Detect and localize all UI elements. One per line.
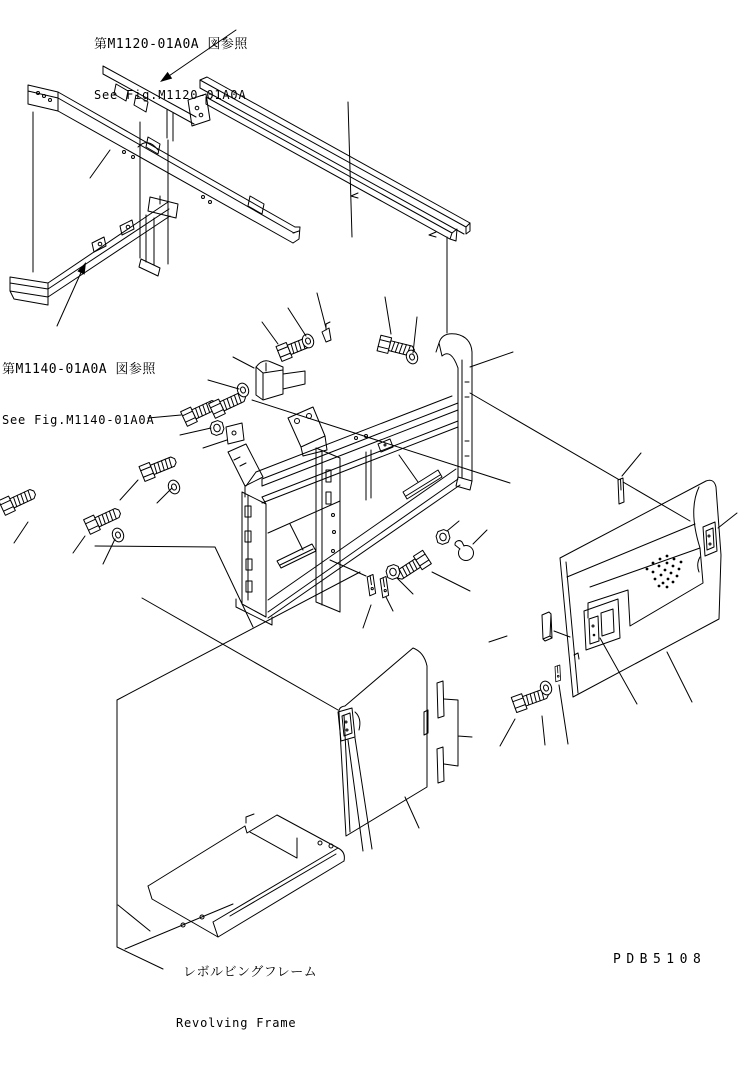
small-plate xyxy=(226,423,244,444)
deck-box xyxy=(148,814,344,937)
hinge xyxy=(703,522,717,556)
mount-bracket-plate xyxy=(288,407,327,456)
rear-cover-panel xyxy=(338,648,428,836)
clamp-block xyxy=(256,361,305,400)
washer xyxy=(110,527,125,544)
washer xyxy=(166,479,181,496)
fig-reference-top xyxy=(94,2,248,138)
nut xyxy=(435,529,451,546)
hex-bolt xyxy=(0,486,38,516)
drawing-code: PDB5108 xyxy=(613,952,707,967)
mount-pin xyxy=(618,478,624,504)
vent-perforation xyxy=(646,555,683,589)
mount-clip xyxy=(367,574,376,596)
fig-reference-top-en: See Fig.M1120-01A0A xyxy=(94,88,247,102)
handle-cutout-left xyxy=(277,544,316,568)
fig-ref-left-arrow xyxy=(57,262,86,326)
panel-cutout xyxy=(588,548,703,626)
mount-clip xyxy=(555,665,561,682)
latch-clip xyxy=(322,322,331,342)
mount-clip xyxy=(380,576,389,598)
side-cover-panel-right xyxy=(560,480,721,697)
partition-frame xyxy=(228,334,472,625)
revolving-frame-outline xyxy=(117,572,360,969)
fig-reference-left-en: See Fig.M1140-01A0A xyxy=(2,413,155,427)
round-head-bolt xyxy=(455,541,474,561)
label-leader xyxy=(118,905,150,931)
revolving-frame-label-en: Revolving Frame xyxy=(176,1016,297,1030)
fig-reference-left-jp: 第M1140-01A0A 図参照 xyxy=(2,362,156,377)
hinge xyxy=(338,708,360,741)
side-rail-lower xyxy=(10,196,178,305)
fig-reference-top-jp: 第M1120-01A0A 図参照 xyxy=(94,37,248,52)
revolving-frame-label xyxy=(176,930,317,1066)
support-bracket xyxy=(437,681,472,783)
revolving-frame-label-jp: レボルビングフレーム xyxy=(183,965,318,980)
projection-lines-mid xyxy=(95,352,690,710)
fig-reference-left xyxy=(2,327,156,463)
mount-slab xyxy=(542,612,552,641)
